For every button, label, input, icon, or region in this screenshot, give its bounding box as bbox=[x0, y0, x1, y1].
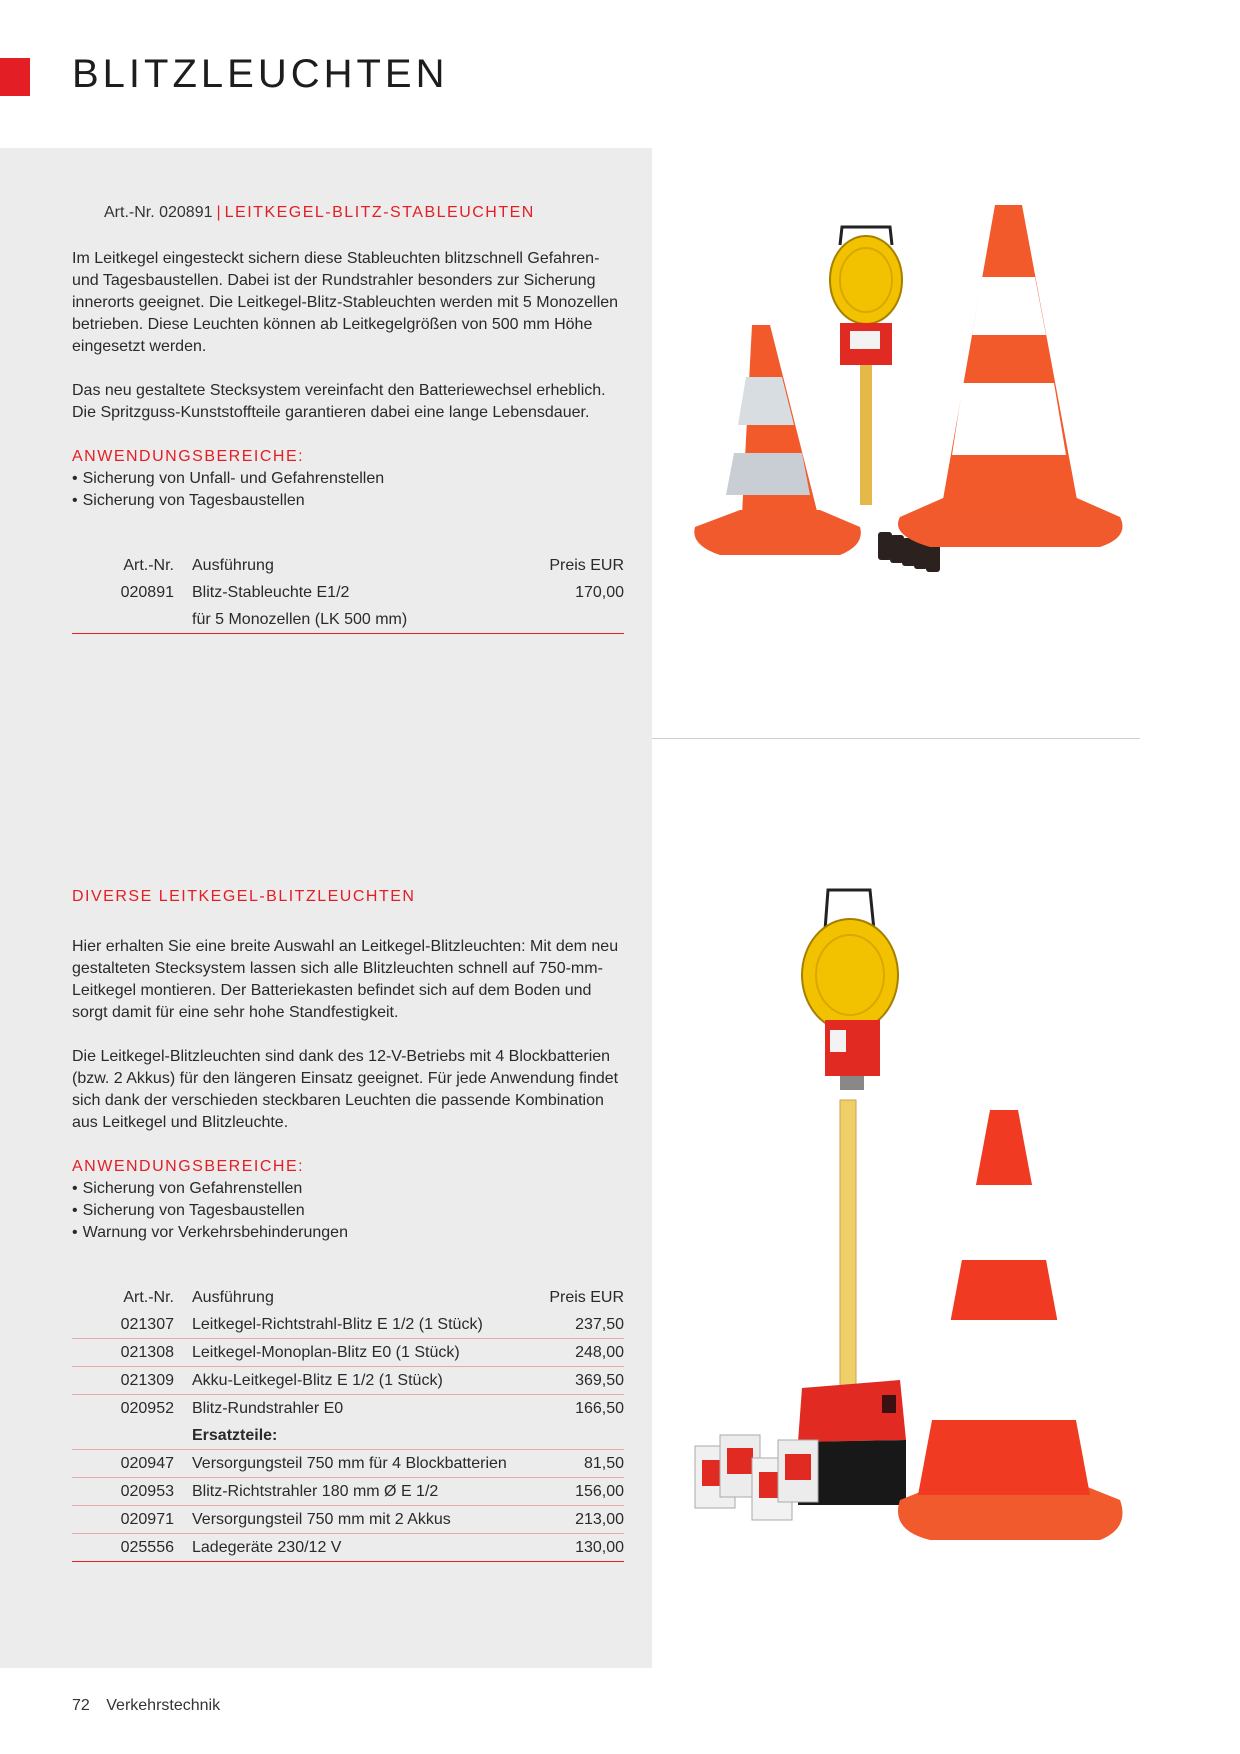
section-diverse bbox=[72, 888, 624, 1562]
table-row bbox=[72, 579, 624, 606]
cell-desc: Leitkegel-Monoplan-Blitz E0 (1 Stück) bbox=[192, 1339, 514, 1367]
list-item: • Sicherung von Tagesbaustellen bbox=[72, 490, 624, 512]
table-header bbox=[72, 552, 624, 579]
cell-art-nr bbox=[72, 606, 192, 634]
section-divider bbox=[652, 738, 1140, 739]
page-footer bbox=[72, 1697, 220, 1715]
header-ausfuehrung: Ausführung bbox=[192, 1288, 274, 1306]
cell-price: 170,00 bbox=[575, 583, 624, 601]
list-item: • Sicherung von Tagesbaustellen bbox=[72, 1200, 624, 1222]
product-photo-stableuchten bbox=[690, 205, 1140, 585]
header-art-nr: Art.-Nr. bbox=[123, 556, 174, 574]
cell-art-nr bbox=[72, 1422, 192, 1450]
cell-price: 369,50 bbox=[514, 1367, 624, 1395]
cell-price: 237,50 bbox=[514, 1311, 624, 1339]
stableuchte-lamp-icon bbox=[830, 227, 902, 505]
section-stableuchten bbox=[72, 204, 624, 634]
table-row bbox=[72, 1506, 624, 1534]
list-item: • Sicherung von Gefahrenstellen bbox=[72, 1178, 624, 1200]
cell-art-nr: 020947 bbox=[72, 1450, 192, 1478]
table-row bbox=[72, 1339, 624, 1367]
cell-desc: Versorgungsteil 750 mm mit 2 Akkus bbox=[192, 1506, 514, 1534]
table-row bbox=[72, 1311, 624, 1339]
cell-desc: Blitz-Rundstrahler E0 bbox=[192, 1399, 344, 1417]
price-table bbox=[72, 552, 624, 634]
article-title: LEITKEGEL-BLITZ-STABLEUCHTEN bbox=[224, 204, 535, 221]
table-row bbox=[72, 1478, 624, 1506]
header-ausfuehrung: Ausführung bbox=[192, 556, 274, 574]
header-price: Preis EUR bbox=[549, 556, 624, 574]
table-row bbox=[72, 1534, 624, 1562]
footer-label: Verkehrstechnik bbox=[106, 1697, 221, 1714]
applications-heading: ANWENDUNGSBEREICHE: bbox=[72, 448, 305, 465]
cell-price: 213,00 bbox=[514, 1506, 624, 1534]
spare-battery-icon bbox=[695, 1435, 818, 1520]
cell-art-nr: 021307 bbox=[72, 1311, 192, 1339]
table-row bbox=[72, 606, 624, 634]
cell-desc: für 5 Monozellen (LK 500 mm) bbox=[192, 606, 514, 634]
intro-paragraph: Im Leitkegel eingesteckt sichern diese Stableuchten blitzschnell Gefahren- und Tagesbaustellen. Dabei ist der Rundstrahler besonders zur Sicherung innerorts geeignet. Die Leitkegel-Blitz-Stableuchten werden mit 5 Monozellen betrieben. Diese Leuchten können ab Leitkegelgrößen von 500 mm Höhe eingesetzt werden. bbox=[72, 250, 619, 355]
product-photo-diverse bbox=[690, 880, 1140, 1545]
table-header bbox=[72, 1284, 624, 1311]
article-heading bbox=[104, 204, 624, 222]
table-row bbox=[72, 1367, 624, 1395]
cell-price bbox=[514, 1422, 624, 1450]
applications-list bbox=[72, 468, 624, 512]
list-item: • Sicherung von Unfall- und Gefahrenstellen bbox=[72, 468, 624, 490]
cell-desc: Akku-Leitkegel-Blitz E 1/2 (1 Stück) bbox=[192, 1367, 514, 1395]
cell-price: 156,00 bbox=[514, 1478, 624, 1506]
cell-desc: Leitkegel-Richtstrahl-Blitz E 1/2 (1 Stück) bbox=[192, 1311, 514, 1339]
page-title: BLITZLEUCHTEN bbox=[72, 52, 449, 96]
list-item: • Warnung vor Verkehrsbehinderungen bbox=[72, 1222, 624, 1244]
ersatzteile-heading: Ersatzteile: bbox=[192, 1422, 514, 1450]
cell-art-nr: 021309 bbox=[72, 1367, 192, 1395]
cell-art-nr: 020891 bbox=[120, 583, 174, 601]
page-number: 72 bbox=[72, 1697, 90, 1714]
table-row bbox=[72, 1450, 624, 1478]
small-cone-icon bbox=[694, 325, 861, 555]
cell-art-nr: 020971 bbox=[72, 1506, 192, 1534]
operation-paragraph: Die Leitkegel-Blitzleuchten sind dank des 12-V-Betriebs mit 4 Blockbatterien (bzw. 2 Akkus) für den längeren Einsatz geeignet. Für jede Anwendung findet sich dank der verschieden steckbaren Leuchten die passende Kombination aus Leitkegel und Blitzleuchte. bbox=[72, 1048, 619, 1131]
large-cone-icon bbox=[898, 205, 1123, 547]
heading-separator: | bbox=[216, 204, 221, 221]
cell-art-nr: 020953 bbox=[72, 1478, 192, 1506]
cell-desc: Ladegeräte 230/12 V bbox=[192, 1534, 514, 1562]
cell-price: 81,50 bbox=[514, 1450, 624, 1478]
large-cone-icon bbox=[898, 1110, 1123, 1540]
table-row bbox=[72, 1395, 624, 1423]
cell-desc: Blitz-Stableuchte E1/2 bbox=[192, 583, 350, 601]
cell-price: 166,50 bbox=[575, 1399, 624, 1417]
cell-price bbox=[514, 606, 624, 634]
cell-desc: Blitz-Richtstrahler 180 mm Ø E 1/2 bbox=[192, 1478, 514, 1506]
cell-desc: Versorgungsteil 750 mm für 4 Blockbatterien bbox=[192, 1450, 514, 1478]
price-table bbox=[72, 1284, 624, 1562]
header-price: Preis EUR bbox=[549, 1288, 624, 1306]
intro-paragraph: Hier erhalten Sie eine breite Auswahl an Leitkegel-Blitzleuchten: Mit dem neu gestalteten Stecksystem lassen sich alle Blitzleuchten schnell auf 750-mm-Leitkegel montieren. Der Batteriekasten befindet sich auf dem Boden und sorgt damit für eine sehr hohe Standfestigkeit. bbox=[72, 938, 619, 1021]
section-title: DIVERSE LEITKEGEL-BLITZLEUCHTEN bbox=[72, 888, 416, 905]
cell-price: 248,00 bbox=[514, 1339, 624, 1367]
table-subheading-row bbox=[72, 1422, 624, 1450]
cell-art-nr: 021308 bbox=[72, 1339, 192, 1367]
cell-art-nr: 025556 bbox=[72, 1534, 192, 1562]
section-marker bbox=[0, 58, 30, 96]
cell-art-nr: 020952 bbox=[120, 1399, 174, 1417]
cell-price: 130,00 bbox=[514, 1534, 624, 1562]
applications-list bbox=[72, 1178, 624, 1244]
header-art-nr: Art.-Nr. bbox=[123, 1288, 174, 1306]
article-number: Art.-Nr. 020891 bbox=[104, 204, 213, 221]
applications-heading: ANWENDUNGSBEREICHE: bbox=[72, 1158, 305, 1175]
system-paragraph: Das neu gestaltete Stecksystem vereinfacht den Batteriewechsel erheblich. Die Spritzguss-Kunststoffteile garantieren dabei eine lange Lebensdauer. bbox=[72, 382, 606, 421]
